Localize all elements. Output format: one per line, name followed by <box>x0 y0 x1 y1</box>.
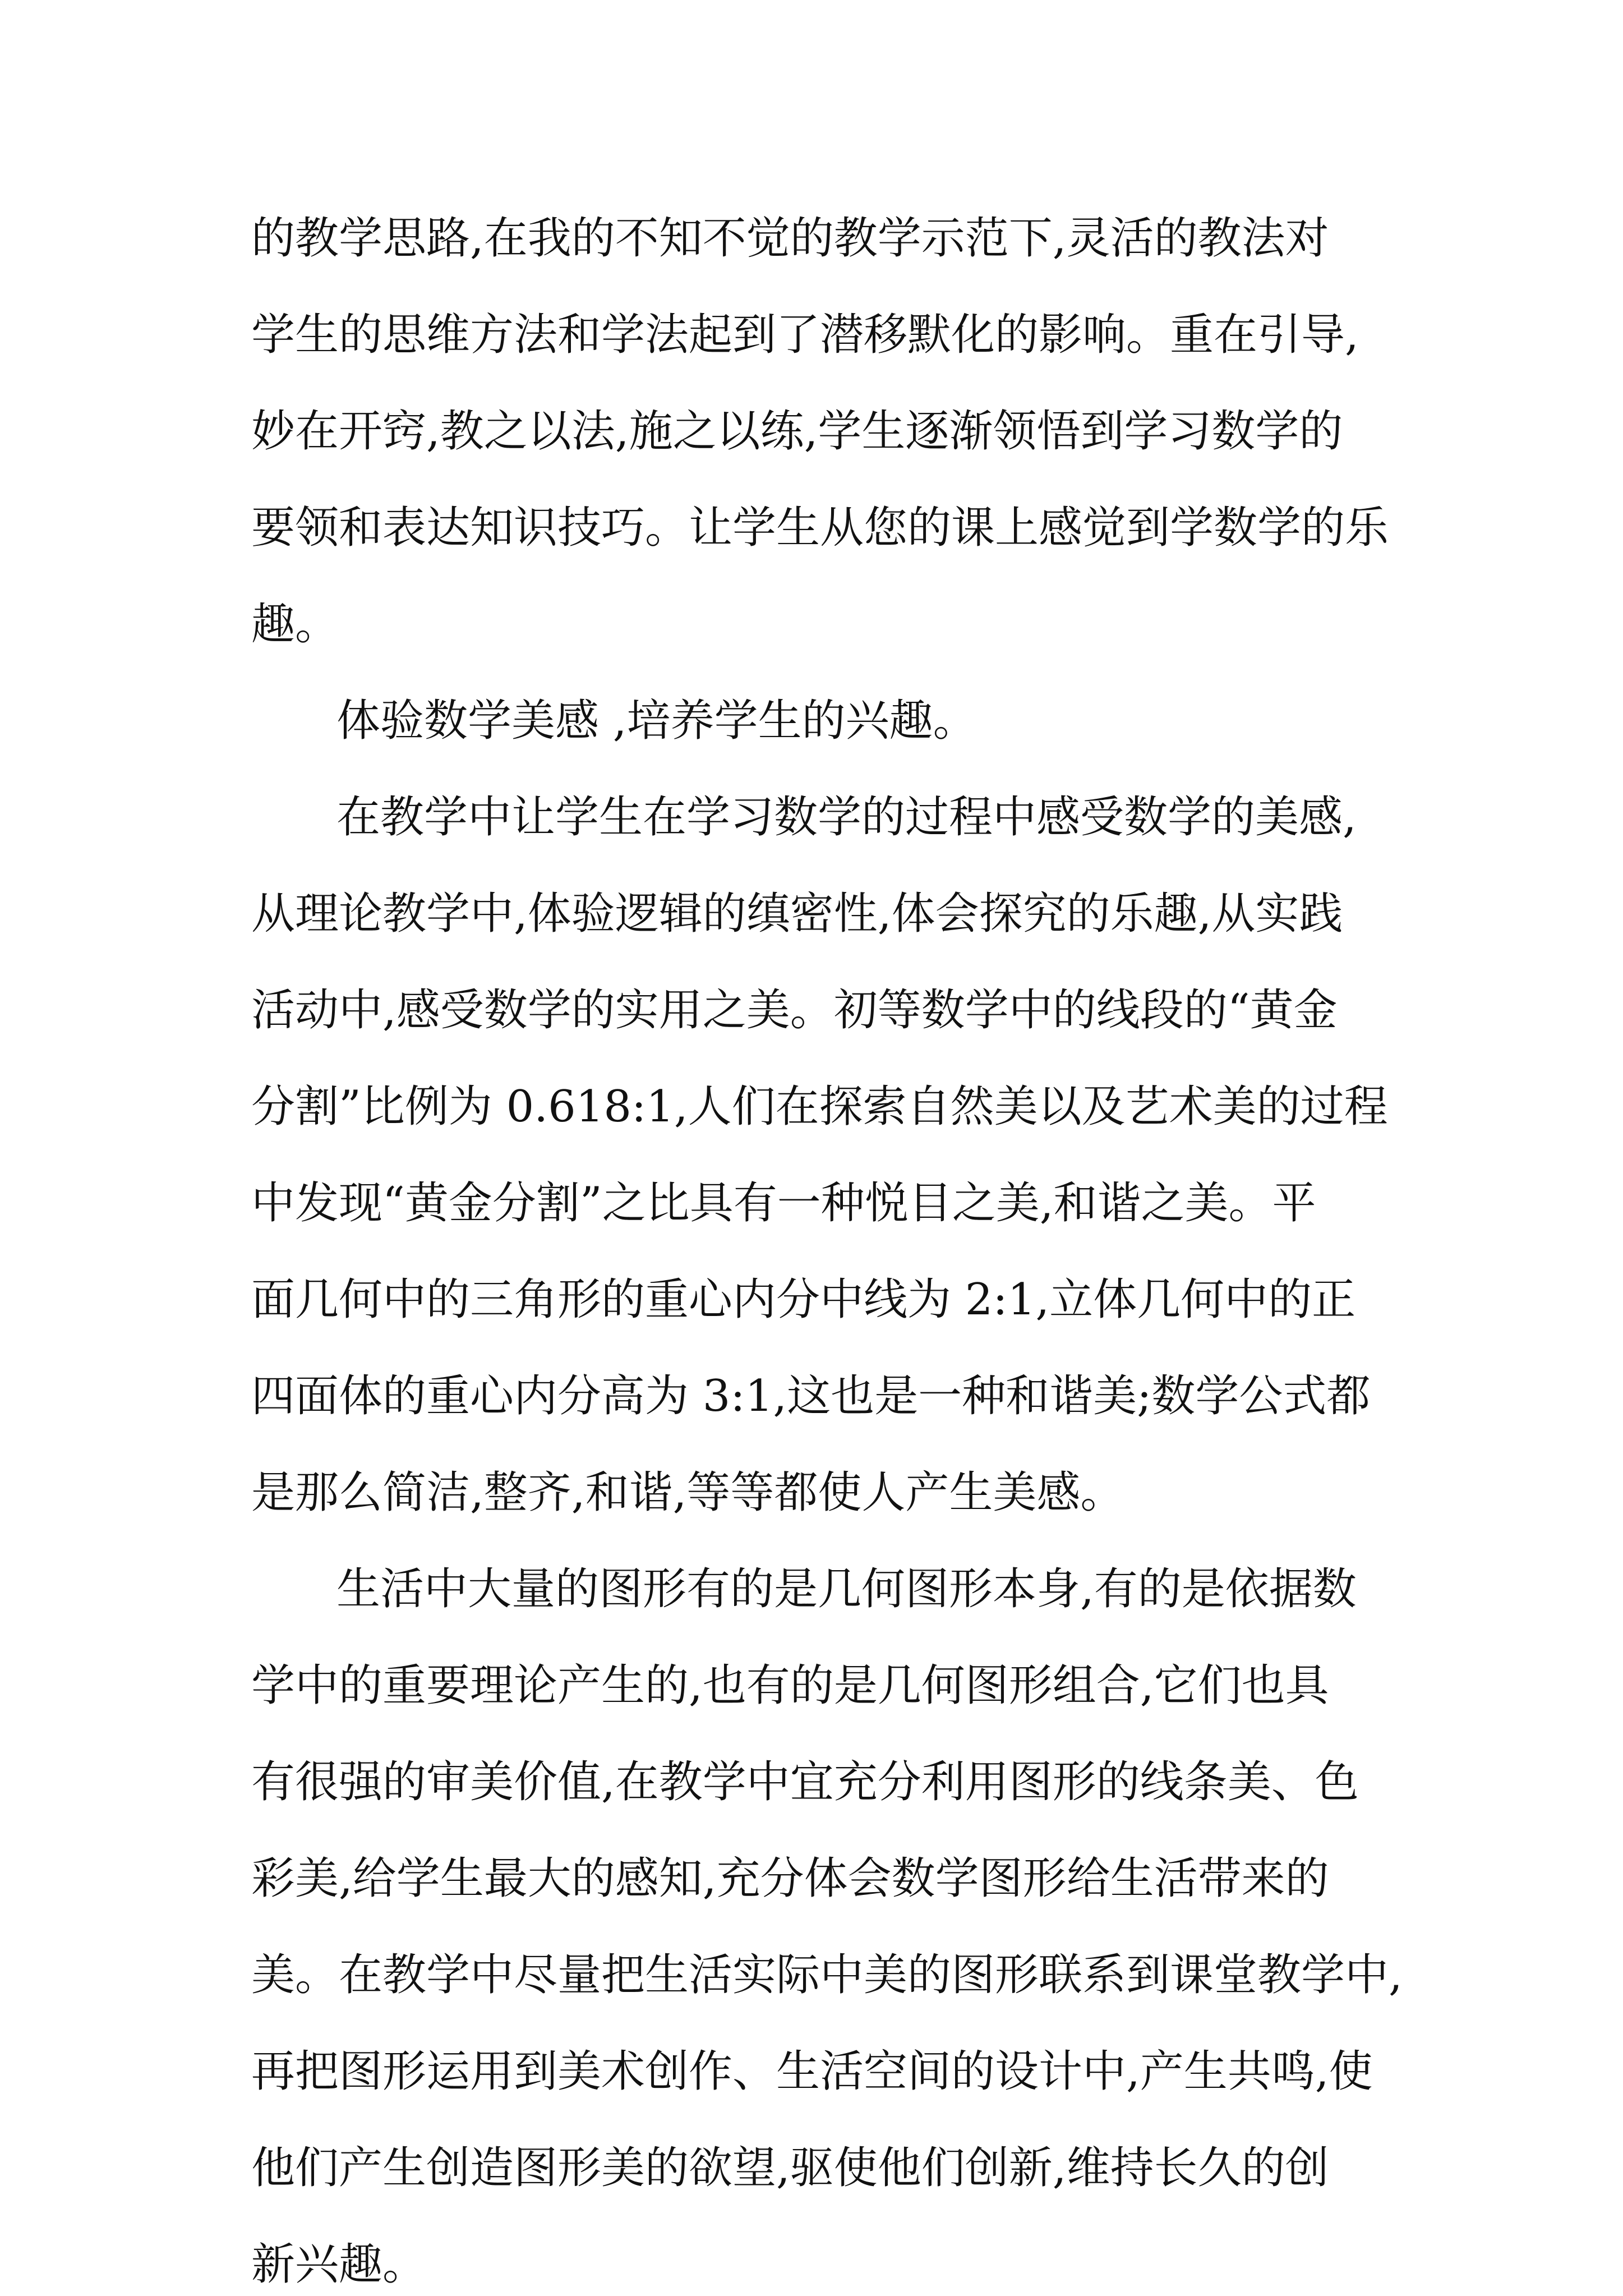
text-line: 中发现“黄金分割”之比具有一种悦目之美,和谐之美。平 <box>251 1178 1316 1228</box>
text-line: 活动中,感受数学的实用之美。初等数学中的线段的“黄金 <box>251 985 1338 1036</box>
text-line: 分割”比例为 0.618:1,人们在探索自然美以及艺术美的过程 <box>251 1082 1388 1132</box>
text-line: 在教学中让学生在学习数学的过程中感受数学的美感, <box>336 792 1357 843</box>
text-line: 面几何中的三角形的重心内分中线为 2:1,立体几何中的正 <box>251 1274 1356 1325</box>
text-line: 生活中大量的图形有的是几何图形本身,有的是依据数 <box>336 1564 1357 1614</box>
text-line: 趣。 <box>251 599 339 650</box>
text-line: 四面体的重心内分高为 3:1,这也是一种和谐美;数学公式都 <box>251 1371 1371 1421</box>
text-line: 新兴趣。 <box>251 2239 427 2290</box>
text-line: 他们产生创造图形美的欲望,驱使他们创新,维持长久的创 <box>251 2143 1329 2193</box>
text-line: 的教学思路,在我的不知不觉的教学示范下,灵活的教法对 <box>251 213 1329 264</box>
section-heading: 体验数学美感 ,培养学生的兴趣。 <box>336 696 977 746</box>
text-line: 妙在开窍,教之以法,施之以练,学生逐渐领悟到学习数学的 <box>251 406 1343 457</box>
text-line: 有很强的审美价值,在教学中宜充分利用图形的线条美、色 <box>251 1757 1359 1807</box>
text-line: 学中的重要理论产生的,也有的是几何图形组合,它们也具 <box>251 1660 1329 1711</box>
text-line: 要领和表达知识技巧。让学生从您的课上感觉到学数学的乐 <box>251 503 1389 553</box>
text-line: 美。在教学中尽量把生活实际中美的图形联系到课堂教学中, <box>251 1950 1403 2000</box>
text-line: 学生的思维方法和学法起到了潜移默化的影响。重在引导, <box>251 310 1359 360</box>
text-line: 彩美,给学生最大的感知,充分体会数学图形给生活带来的 <box>251 1853 1329 1904</box>
text-line: 再把图形运用到美术创作、生活空间的设计中,产生共鸣,使 <box>251 2046 1373 2097</box>
text-line: 是那么简洁,整齐,和谐,等等都使人产生美感。 <box>251 1467 1124 1518</box>
text-line: 从理论教学中,体验逻辑的缜密性,体会探究的乐趣,从实践 <box>251 889 1343 939</box>
